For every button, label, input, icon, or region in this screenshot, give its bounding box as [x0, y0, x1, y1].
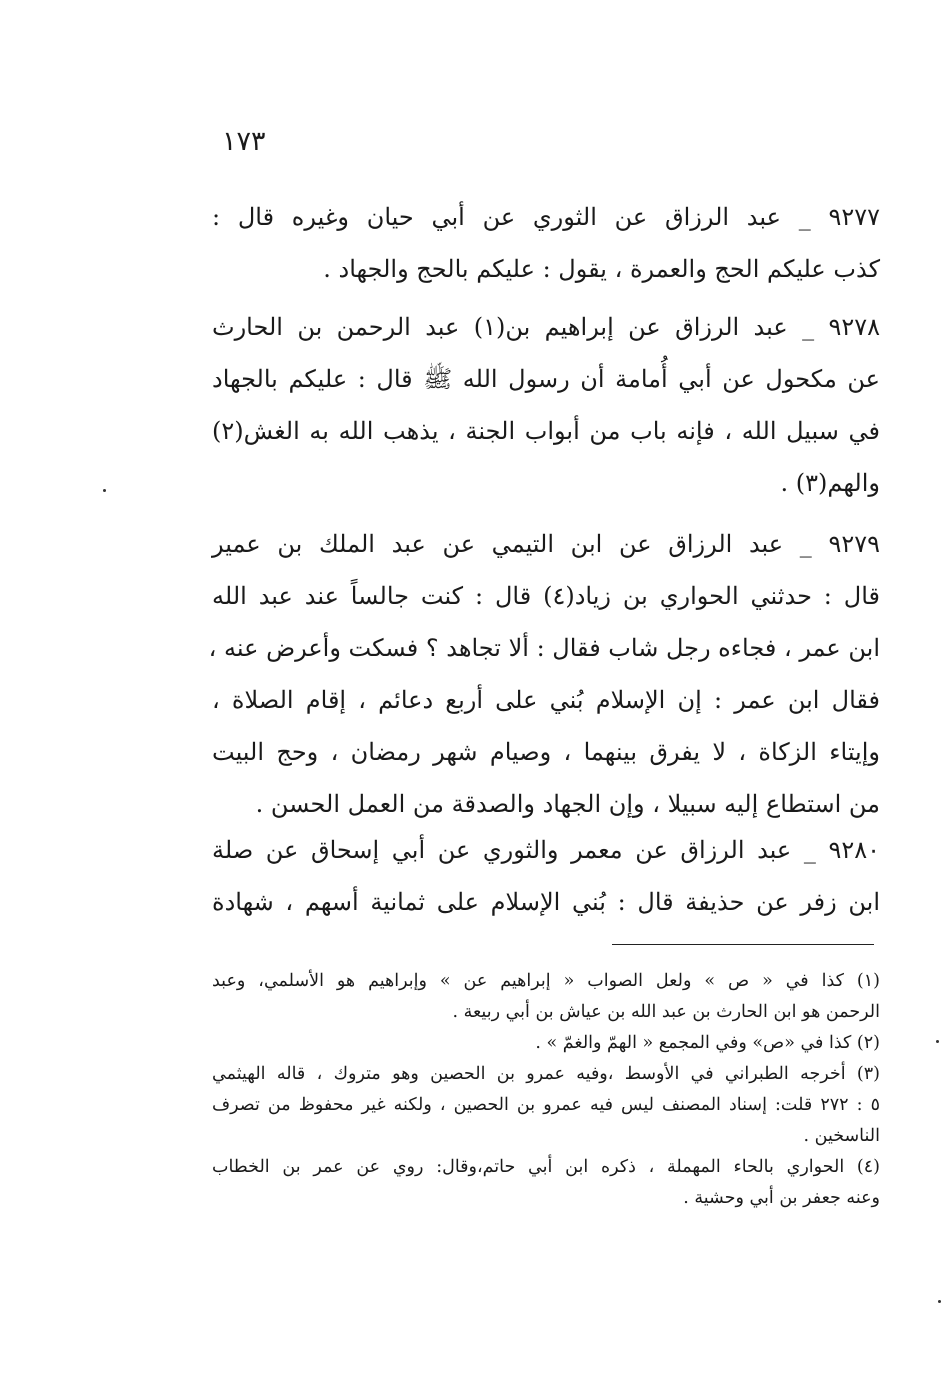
text-line: ابن عمر ، فجاءه رجل شاب فقال : ألا تجاهد ؟ فسكت وأعرض عنه ، — [208, 634, 880, 662]
text-line: من استطاع إليه سبيلا ، وإن الجهاد والصدقة من العمل الحسن . — [255, 790, 880, 818]
hadith-9279 — [208, 518, 880, 830]
page-number: ١٧٣ — [222, 126, 266, 157]
text-line: والهم(٣) . — [780, 469, 880, 497]
text-line: وإيتاء الزكاة ، لا يفرق بينهما ، وصيام شهر رمضان ، وحج البيت — [212, 738, 880, 766]
footnote-3-line: ٥ : ٢٧٢ قلت: إسناد المصنف ليس فيه عمرو بن الحصين ، ولكنه غير محفوظ من تصرف — [212, 1095, 880, 1115]
text-line: ٩٢٧٩ _ عبد الرزاق عن ابن التيمي عن عبد الملك بن عمير — [212, 530, 880, 558]
text-line: ابن زفر عن حذيفة قال : بُني الإسلام على ثمانية أسهم ، شهادة — [212, 888, 880, 916]
scan-speck — [103, 489, 106, 492]
footnote-2-line: (٢) كذا في «ص» وفي المجمع « الهمّ والغمّ » . — [535, 1033, 880, 1053]
text-line: في سبيل الله ، فإنه باب من أبواب الجنة ، يذهب الله به الغش(٢) — [212, 417, 880, 445]
text-line: كذب عليكم الحج والعمرة ، يقول : عليكم بالحج والجهاد . — [323, 255, 880, 283]
hadith-9278 — [212, 301, 880, 509]
scan-speck — [938, 1300, 941, 1303]
text-line: ٩٢٧٧ _ عبد الرزاق عن الثوري عن أبي حيان وغيره قال : — [212, 203, 880, 231]
footnote-divider — [612, 944, 874, 945]
hadith-9280 — [212, 824, 880, 928]
footnote-4-line: (٤) الحواري بالحاء المهملة ، ذكره ابن أبي حاتم،وقال: روي عن عمر بن الخطاب — [212, 1157, 880, 1177]
scan-speck — [936, 1040, 939, 1043]
text-line: عن مكحول عن أبي أُمامة أن رسول الله ﷺ قال : عليكم بالجهاد — [212, 365, 880, 393]
text-line: ٩٢٧٨ _ عبد الرزاق عن إبراهيم بن(١) عبد الرحمن بن الحارث — [212, 313, 880, 341]
text-line: فقال ابن عمر : إن الإسلام بُني على أربع دعائم ، إقام الصلاة ، — [212, 686, 880, 714]
footnotes — [212, 966, 880, 1214]
text-line: ٩٢٨٠ _ عبد الرزاق عن معمر والثوري عن أبي إسحاق عن صلة — [212, 836, 880, 864]
footnote-3-line: (٣) أخرجه الطبراني في الأوسط ،وفيه عمرو بن الحصين وهو متروك ، قاله الهيثمي — [212, 1064, 880, 1084]
footnote-3-line: الناسخين . — [803, 1126, 880, 1146]
footnote-1-line: الرحمن هو ابن الحارث بن عبد الله بن عياش بن أبي ربيعة . — [452, 1002, 880, 1022]
text-line: قال : حدثني الحواري بن زياد(٤) قال : كنت جالساً عند عبد الله — [212, 582, 880, 610]
footnote-1-line: (١) كذا في « ص » ولعل الصواب « إبراهيم عن » وإبراهيم هو الأسلمي، وعبد — [212, 971, 880, 991]
footnote-4-line: وعنه جعفر بن أبي وحشية . — [683, 1188, 880, 1208]
hadith-9277 — [212, 191, 880, 295]
